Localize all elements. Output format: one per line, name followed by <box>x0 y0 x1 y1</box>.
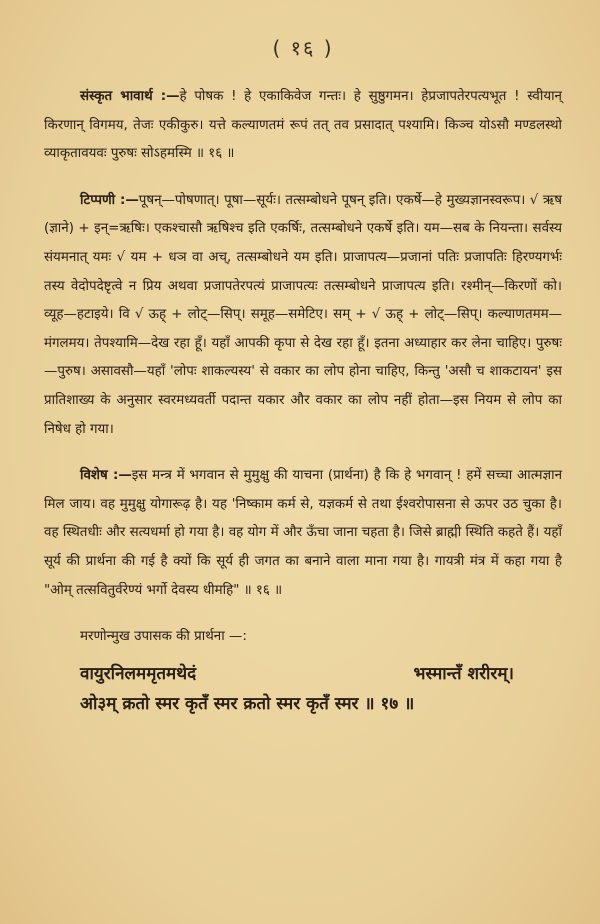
vishesh-paragraph <box>44 462 562 605</box>
vishesh-heading: विशेष :— <box>80 468 132 484</box>
bhavarth-paragraph <box>44 83 562 169</box>
mantra-line-2: ओ३म् क्रतो स्मर कृतँ स्मर क्रतो स्मर कृतँ स्मर ॥ १७ ॥ <box>80 694 415 715</box>
vishesh-text: इस मन्त्र में भगवान से मुमुक्षु की याचना (प्रार्थना) है कि हे भगवान् ! हमें सच्चा आत्मज्ञान मिल जाय। वह मुमुक्षु योगारूढ़ है। यह 'निष्काम कर्म से, यज्ञकर्म से तथा ईश्वरोपासना से ऊपर उठ चुका है। वह स्थितधीः और सत्यधर्मा हो गया है। वह योग में और ऊँचा जाना चहता है। जिसे ब्राह्मी स्थिति कहते हैं। यहाँ सूर्य की प्रार्थना की गई है क्यों कि सूर्य ही जगत का बनाने वाला माना गया है। गायत्री मंत्र में कहा गया है "ओम् तत्सवितुर्वरेण्यं भर्गो देवस्य धीमहि" ॥ १६ ॥ <box>44 468 562 598</box>
tippani-text: पूषन्—पोषणात्। पूषा—सूर्यः। तत्सम्बोधने पूषन् इति। एकर्षे—हे मुख्यज्ञानस्वरूप। √ ऋष (ज्ञाने) + इन्=ऋषिः। एकश्चासौ ऋषिश्च इति एकर्षिः, तत्सम्बोधने एकर्षे इति। यम—सब के नियन्ता। सर्वस्य संयमनात् यमः √ यम + धञ वा अच्, तत्सम्बोधने यम इति। प्राजापत्य—प्रजानां पतिः प्रजापतिः हिरण्यगर्भः तस्य वेदोपदेष्टृत्वे न प्रिय अथवा प्रजापतेरपत्यं प्राजापत्यः तत्सम्बोधने प्राजापत्य इति। रश्मीन्—किरणों को। व्यूह—हटाइये। वि √ ऊह् + लोट्—सिप्। समूह—समेटिए। सम् + √ ऊह् + लोट्—सिप्। कल्याणतमम—मंगलमय। तेपश्यामि—देख रहा हूँ। यहाँ आपकी कृपा से देख रहा हूँ। इतना अध्याहार कर लेना चाहिए। पुरुषः—पुरुष। असावसौ—यहाँ 'लोपः शाकल्यस्य' से वकार का लोप होना चाहिए, किन्तु 'असौ च शाकटायन' इस प्रातिशाख्य के अनुसार स्वरमध्यवर्ती पदान्त यकार और वकार का लोप नहीं होता—इस नियम से लोप का निषेध हो गया। <box>44 192 562 437</box>
mantra-line-1-right: भस्मान्तँ शरीरम्। <box>413 664 514 685</box>
bhavarth-text: हे पोषक ! हे एकाकिवेज गन्तः। हे सुष्ठुगमन। हेप्रजापतेरपत्यभूत ! स्वीयान् किरणान् विगमय, तेजः एकीकुरु। यत्ते कल्याणतमं रूपं तत् तव प्रसादात् पश्यामि। किञ्च योऽसौ मण्डलस्थो व्याकृतावयवः पुरुषः सोऽहमस्मि ॥ १६ ॥ <box>44 89 562 162</box>
tippani-paragraph <box>44 187 562 444</box>
bhavarth-heading: संस्कृत भावार्थ :— <box>80 89 180 104</box>
page-number: ( १६ ) <box>272 36 334 60</box>
tippani-heading: टिप्पणी :— <box>80 192 139 208</box>
mantra-line-1-left: वायुरनिलममृतमथेदं <box>80 664 197 685</box>
mantra-line-1 <box>80 659 562 689</box>
mantra-block <box>80 659 562 719</box>
prayer-intro: मरणोन्मुख उपासक की प्रार्थना —: <box>80 629 247 645</box>
